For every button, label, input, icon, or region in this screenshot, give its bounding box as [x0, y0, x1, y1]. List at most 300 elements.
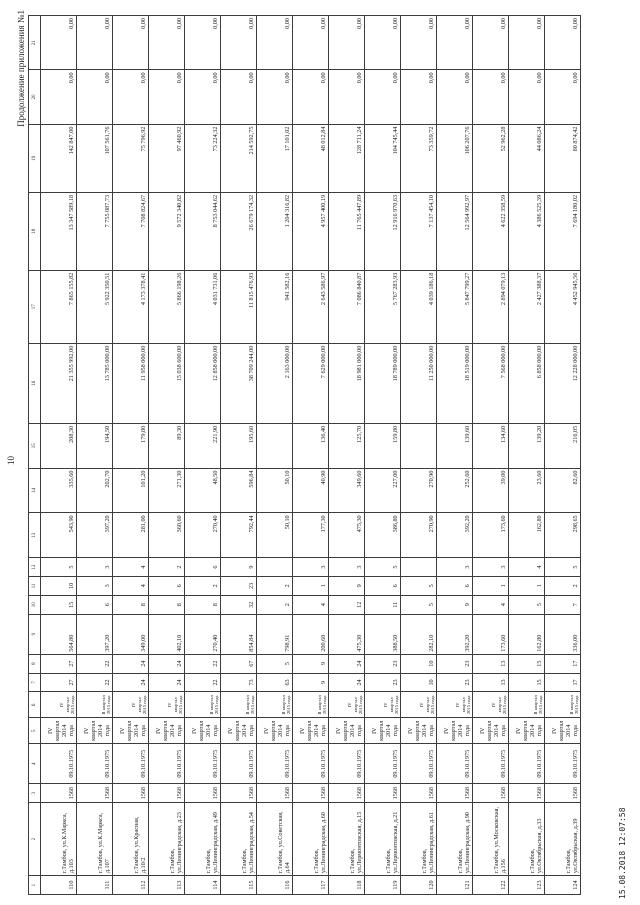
table-row [329, 16, 365, 895]
table-cell: 112 [113, 876, 149, 895]
table-cell: 50,10 [257, 513, 293, 558]
table-cell: г.Тамбов, ул.Лермонтовская, д.15 [329, 803, 365, 876]
table-cell: 1568 [401, 784, 437, 803]
table-cell: 0,00 [473, 70, 509, 124]
table-cell: 298,65 [545, 513, 581, 558]
table-cell: 9 [293, 673, 329, 692]
table-cell: 10 [401, 654, 437, 673]
table-cell: 397,20 [77, 614, 113, 654]
table-cell: 0,00 [473, 16, 509, 70]
table-cell: 0,00 [149, 70, 185, 124]
table-cell: 22 [185, 654, 221, 673]
table-cell [257, 558, 293, 577]
table-cell: 0,00 [329, 16, 365, 70]
table-cell: 1568 [221, 784, 257, 803]
column-header: 18 [29, 192, 41, 270]
table-cell: 24 [329, 654, 365, 673]
table-cell: II квартал 2015 года [77, 692, 113, 718]
table-cell: г.Тамбов, ул.Ленинградская, д.60 [293, 803, 329, 876]
table-cell: 9 572 340,82 [149, 192, 185, 270]
table-cell: 270,40 [185, 513, 221, 558]
table-cell: 349,00 [113, 614, 149, 654]
table-cell: IV квартал 2014 года [113, 718, 149, 744]
table-cell: 122 [473, 876, 509, 895]
table-cell: 1568 [149, 784, 185, 803]
table-cell: г.Тамбов, ул.Красная, д.10/2 [113, 803, 149, 876]
table-cell: 9 [329, 576, 365, 595]
table-cell: 1568 [41, 784, 77, 803]
table-row [293, 16, 329, 895]
table-cell: 106 207,76 [437, 124, 473, 192]
table-cell: 22 [77, 654, 113, 673]
table-cell: 0,00 [149, 16, 185, 70]
table-cell: 111 [77, 876, 113, 895]
table-cell: 13 785 000,00 [77, 343, 113, 423]
table-cell: 216,05 [545, 423, 581, 468]
table-cell: г.Тамбов, ул.Октябрьская, д.33 [509, 803, 545, 876]
table-cell: 2 [185, 576, 221, 595]
table-cell: 89,30 [149, 423, 185, 468]
table-cell: 5 [365, 558, 401, 577]
table-cell: 117 [293, 876, 329, 895]
table-cell: 142 847,00 [41, 124, 77, 192]
table-cell: 7 629 000,00 [293, 343, 329, 423]
table-cell: 1568 [509, 784, 545, 803]
table-cell: 177,30 [293, 513, 329, 558]
table-cell: 10 [41, 576, 77, 595]
table-cell: II квартал 2015 года [221, 692, 257, 718]
column-header: 2 [29, 803, 41, 876]
table-cell: 162,80 [509, 614, 545, 654]
table-cell: 0,00 [293, 16, 329, 70]
table-cell: 271,30 [149, 468, 185, 513]
table-cell: 5 [509, 595, 545, 614]
table-cell: IV квартал 2014 года [41, 718, 77, 744]
table-cell: IV квартал 2014 года [185, 718, 221, 744]
column-header: 16 [29, 343, 41, 423]
table-cell: 270,90 [401, 513, 437, 558]
table-cell: г.Тамбов, ул.Ленинградская, д.90 [437, 803, 473, 876]
table-cell: 7 755 087,73 [77, 192, 113, 270]
table-cell: IV квартал 2015 года [113, 692, 149, 718]
table-cell: 23,60 [509, 468, 545, 513]
table-cell: 252,60 [437, 468, 473, 513]
table-cell: 0,00 [77, 16, 113, 70]
table-cell [401, 423, 437, 468]
table-cell: 11 958 000,00 [113, 343, 149, 423]
housing-register-table [28, 15, 581, 895]
table-cell: 4 [509, 558, 545, 577]
table-cell: 2 [257, 576, 293, 595]
table-cell: IV квартал 2014 года [221, 718, 257, 744]
table-cell: 6 [437, 576, 473, 595]
table-cell: г.Тамбов, ул.Ленинградская, д.49 [185, 803, 221, 876]
print-timestamp: 15.08.2018 12:07:58 [618, 807, 627, 899]
table-cell: 139,60 [437, 423, 473, 468]
table-row [77, 16, 113, 895]
table-cell: 7 137 454,10 [401, 192, 437, 270]
table-row [365, 16, 401, 895]
table-cell: 23 [365, 654, 401, 673]
table-cell: 9 [437, 595, 473, 614]
table-cell: 23 [437, 673, 473, 692]
table-cell: 392,20 [437, 614, 473, 654]
table-cell: 13 [473, 654, 509, 673]
table-cell: 44 086,24 [509, 124, 545, 192]
table-cell: 0,00 [365, 16, 401, 70]
table-cell: 3 [437, 558, 473, 577]
table-cell: 0,00 [401, 70, 437, 124]
table-cell: 116 [257, 876, 293, 895]
table-cell: 2 643 586,97 [293, 270, 329, 343]
table-cell: IV квартал 2014 года [365, 718, 401, 744]
table-cell: 1568 [473, 784, 509, 803]
table-cell: 27 [41, 673, 77, 692]
table-cell: 75 796,92 [113, 124, 149, 192]
table-cell: 50,10 [257, 468, 293, 513]
table-cell: 09.10.1975 [221, 744, 257, 784]
table-cell: 09.10.1975 [257, 744, 293, 784]
table-cell: 120 [401, 876, 437, 895]
table-cell: 854,84 [221, 614, 257, 654]
column-header: 13 [29, 513, 41, 558]
table-cell: 5 [401, 595, 437, 614]
table-cell: 5 [545, 558, 581, 577]
table-cell: 12 858 000,00 [185, 343, 221, 423]
table-cell: 8 [149, 595, 185, 614]
table-cell: 200,60 [293, 614, 329, 654]
table-cell: г.Тамбов, ул.Лермонтовская, д.21 [365, 803, 401, 876]
table-cell: 282,10 [401, 614, 437, 654]
table-cell: 0,00 [41, 16, 77, 70]
table-cell: 125,70 [329, 423, 365, 468]
column-header: 8 [29, 654, 41, 673]
table-cell: 48 012,84 [293, 124, 329, 192]
table-cell: 12 916 970,63 [365, 192, 401, 270]
table-cell: 23 [221, 576, 257, 595]
table-cell: г.Тамбов, ул.Ленинградская, д.61 [401, 803, 437, 876]
table-cell: 0,00 [221, 16, 257, 70]
table-cell: 0,00 [545, 70, 581, 124]
table-cell: 1568 [545, 784, 581, 803]
table-cell: 38 709 244,00 [221, 343, 257, 423]
table-cell: 221,90 [185, 423, 221, 468]
table-cell: 6 [365, 576, 401, 595]
table-row [41, 16, 77, 895]
table-cell: 73 224,32 [185, 124, 221, 192]
table-cell: 114 [185, 876, 221, 895]
table-cell: 1568 [77, 784, 113, 803]
column-header: 20 [29, 70, 41, 124]
table-cell: 4 957 400,19 [293, 192, 329, 270]
column-header: 17 [29, 270, 41, 343]
table-cell: 2 427 388,37 [509, 270, 545, 343]
table-row [401, 16, 437, 895]
table-cell: 52 962,28 [473, 124, 509, 192]
table-cell: 270,90 [401, 468, 437, 513]
table-cell: 2 [545, 576, 581, 595]
table-cell: 09.10.1975 [293, 744, 329, 784]
table-cell: 0,00 [509, 16, 545, 70]
table-cell: 397,20 [77, 513, 113, 558]
table-cell: 22 [185, 673, 221, 692]
table-cell: 5 922 350,51 [77, 270, 113, 343]
table-cell: 941 582,16 [257, 270, 293, 343]
table-row [149, 16, 185, 895]
table-cell: 23 [365, 673, 401, 692]
table-cell: 0,00 [185, 16, 221, 70]
table-cell: 09.10.1975 [545, 744, 581, 784]
table-cell: 3 [473, 558, 509, 577]
table-cell: IV квартал 2015 года [329, 692, 365, 718]
table-cell: II квартал 2015 года [545, 692, 581, 718]
table-cell: IV квартал 2015 года [473, 692, 509, 718]
table-cell: 11 250 000,00 [401, 343, 437, 423]
table-cell: 15 [41, 595, 77, 614]
table-cell: 15 038 600,00 [149, 343, 185, 423]
table-cell: 0,00 [185, 70, 221, 124]
table-row [437, 16, 473, 895]
table-cell: 82,60 [545, 468, 581, 513]
table-cell: 1568 [293, 784, 329, 803]
table-cell: г.Тамбов, ул.К.Маркса, д.107 [77, 803, 113, 876]
table-cell: 4 [293, 595, 329, 614]
column-header: 11 [29, 576, 41, 595]
table-cell: IV квартал 2015 года [401, 692, 437, 718]
table-cell: 80 874,42 [545, 124, 581, 192]
table-cell: 5 [41, 558, 77, 577]
table-cell: 4 [113, 558, 149, 577]
table-cell: IV квартал 2014 года [257, 718, 293, 744]
table-cell: 8 [185, 595, 221, 614]
table-cell: г.Тамбов, ул.К.Маркса, д.103 [41, 803, 77, 876]
table-cell: 09.10.1975 [365, 744, 401, 784]
table-cell: 3 [293, 558, 329, 577]
table-cell: IV квартал 2015 года [149, 692, 185, 718]
table-cell: 7 708 824,67 [113, 192, 149, 270]
table-cell: IV квартал 2014 года [149, 718, 185, 744]
table-cell: 1 [473, 576, 509, 595]
table-cell: 194,50 [77, 423, 113, 468]
table-cell: 360,60 [149, 513, 185, 558]
table-cell: 4 031 731,06 [185, 270, 221, 343]
table-cell: II квартал 2015 года [293, 692, 329, 718]
table-cell: II квартал 2015 года [185, 692, 221, 718]
table-cell: 2 [149, 558, 185, 577]
column-header: 19 [29, 124, 41, 192]
table-cell: 67 [221, 654, 257, 673]
table-cell: 1 [509, 576, 545, 595]
table-cell: г.Тамбов, ул.Московская, д.156 [473, 803, 509, 876]
table-cell: 162,80 [509, 513, 545, 558]
table-cell: 22 [77, 673, 113, 692]
column-header: 7 [29, 673, 41, 692]
table-cell: 8 753 044,62 [185, 192, 221, 270]
table-cell: 11 [365, 595, 401, 614]
table-cell: 115 [221, 876, 257, 895]
table-cell: 11 765 447,89 [329, 192, 365, 270]
table-cell: IV квартал 2015 года [41, 692, 77, 718]
table-cell: 5 [257, 654, 293, 673]
table-cell: 09.10.1975 [437, 744, 473, 784]
column-header: 5 [29, 718, 41, 744]
table-cell: 2 [257, 595, 293, 614]
table-row [545, 16, 581, 895]
table-row [185, 16, 221, 895]
table-cell: 09.10.1975 [185, 744, 221, 784]
table-cell: 336,00 [545, 614, 581, 654]
table-cell: 09.10.1975 [401, 744, 437, 784]
table-cell: 4 [473, 595, 509, 614]
table-cell: 5 767 283,93 [365, 270, 401, 343]
table-cell: 202,70 [77, 468, 113, 513]
table-cell: II квартал 2015 года [509, 692, 545, 718]
table-cell: г.Тамбов, ул.Ленинградская, д.23 [149, 803, 185, 876]
table-cell: 128 711,24 [329, 124, 365, 192]
table-cell: 402,10 [149, 614, 185, 654]
table-cell: 173,60 [473, 513, 509, 558]
column-header: 6 [29, 692, 41, 718]
column-header: 12 [29, 558, 41, 577]
table-cell: 214 592,75 [221, 124, 257, 192]
table-cell: 386,80 [365, 513, 401, 558]
table-cell: 1 204 316,82 [257, 192, 293, 270]
table-cell: 24 [113, 654, 149, 673]
table-cell: 1 [293, 576, 329, 595]
table-cell: 12 228 000,00 [545, 343, 581, 423]
table-cell: 09.10.1975 [509, 744, 545, 784]
table-cell: 139,20 [509, 423, 545, 468]
column-number-row [29, 16, 41, 895]
table-cell: 4 039 186,18 [401, 270, 437, 343]
table-cell: 5 866 198,26 [149, 270, 185, 343]
table-cell: 48,50 [185, 468, 221, 513]
table-cell: 179,80 [113, 423, 149, 468]
table-row [257, 16, 293, 895]
table-cell: 4 622 358,59 [473, 192, 509, 270]
table-cell: 0,00 [113, 16, 149, 70]
table-cell: 159,80 [365, 423, 401, 468]
column-header: 21 [29, 16, 41, 70]
column-header: 1 [29, 876, 41, 895]
table-cell: 13 [473, 673, 509, 692]
table-cell: 63 [257, 673, 293, 692]
table-cell: 24 [149, 654, 185, 673]
table-cell: 6 [77, 595, 113, 614]
table-cell: 9 [293, 654, 329, 673]
table-cell: 281,00 [113, 513, 149, 558]
table-cell: 24 [149, 673, 185, 692]
table-cell: 208,30 [41, 423, 77, 468]
table-cell: IV квартал 2014 года [437, 718, 473, 744]
table-cell: 5 847 799,27 [437, 270, 473, 343]
table-cell: 121 [437, 876, 473, 895]
table-cell: 24 [113, 673, 149, 692]
table-cell: 24 [329, 673, 365, 692]
table-cell: 4 452 945,56 [545, 270, 581, 343]
table-cell: 0,00 [401, 16, 437, 70]
table-cell: 1568 [257, 784, 293, 803]
table-row [473, 16, 509, 895]
table-cell: 5 [401, 576, 437, 595]
table-cell: 12 [329, 595, 365, 614]
table-cell: 1568 [329, 784, 365, 803]
table-cell: 0,00 [509, 70, 545, 124]
table-cell: 596,84 [221, 468, 257, 513]
table-cell: 7 865 155,82 [41, 270, 77, 343]
table-cell: 21 355 992,00 [41, 343, 77, 423]
table-cell [401, 558, 437, 577]
table-cell: 475,30 [329, 513, 365, 558]
table-cell: 270,40 [185, 614, 221, 654]
table-cell: IV квартал 2014 года [329, 718, 365, 744]
table-cell: 1568 [437, 784, 473, 803]
table-cell: 118 [329, 876, 365, 895]
table-cell: 6 858 000,00 [509, 343, 545, 423]
table-cell: 543,90 [41, 513, 77, 558]
table-cell: 1568 [113, 784, 149, 803]
table-cell: 1568 [365, 784, 401, 803]
table-cell: 110 [41, 876, 77, 895]
table-cell: 18 789 000,00 [365, 343, 401, 423]
table-cell: 11 815 476,93 [221, 270, 257, 343]
table-cell: г.Тамбов, ул.Ленинградская, д.54 [221, 803, 257, 876]
table-cell: 27 [41, 654, 77, 673]
table-cell: 15 [509, 673, 545, 692]
table-cell: г.Тамбов, ул.Советская, д.64 [257, 803, 293, 876]
table-cell: 134,60 [473, 423, 509, 468]
table-cell: II квартал 2015 года [257, 692, 293, 718]
table-cell: 09.10.1975 [149, 744, 185, 784]
table-cell: 0,00 [293, 70, 329, 124]
table-cell: 0,00 [113, 70, 149, 124]
table-cell: 7 694 180,02 [545, 192, 581, 270]
table-cell: 3 [329, 558, 365, 577]
table-cell: 475,30 [329, 614, 365, 654]
table-row [509, 16, 545, 895]
table-cell: 4 173 378,41 [113, 270, 149, 343]
table-cell: 2 163 000,00 [257, 343, 293, 423]
table-cell: 7 568 000,00 [473, 343, 509, 423]
table-cell: 8 [113, 595, 149, 614]
table-cell: 32 [221, 595, 257, 614]
table-cell: 123 [509, 876, 545, 895]
table-cell: 564,80 [41, 614, 77, 654]
table-cell: 26 679 174,32 [221, 192, 257, 270]
table-cell: IV квартал 2014 года [401, 718, 437, 744]
table-cell: IV квартал 2014 года [509, 718, 545, 744]
table-cell: 2 894 079,13 [473, 270, 509, 343]
table-cell: 09.10.1975 [113, 744, 149, 784]
table-cell: 388,50 [365, 614, 401, 654]
table-cell: 39,00 [473, 468, 509, 513]
table-cell: IV квартал 2014 года [545, 718, 581, 744]
table-cell: 9 [221, 558, 257, 577]
table-cell: 392,20 [437, 513, 473, 558]
table-cell: 12 564 992,97 [437, 192, 473, 270]
table-cell: 18 519 000,00 [437, 343, 473, 423]
page-number: 10 [6, 456, 16, 465]
table-cell: 0,00 [329, 70, 365, 124]
table-cell: 0,00 [257, 70, 293, 124]
table-cell: 7 [545, 595, 581, 614]
table-cell: 0,00 [77, 70, 113, 124]
table-cell: 97 460,92 [149, 124, 185, 192]
table-cell: 17 [545, 654, 581, 673]
table-cell: 6 [185, 558, 221, 577]
table-cell: 792,44 [221, 513, 257, 558]
table-cell: 73 [221, 673, 257, 692]
